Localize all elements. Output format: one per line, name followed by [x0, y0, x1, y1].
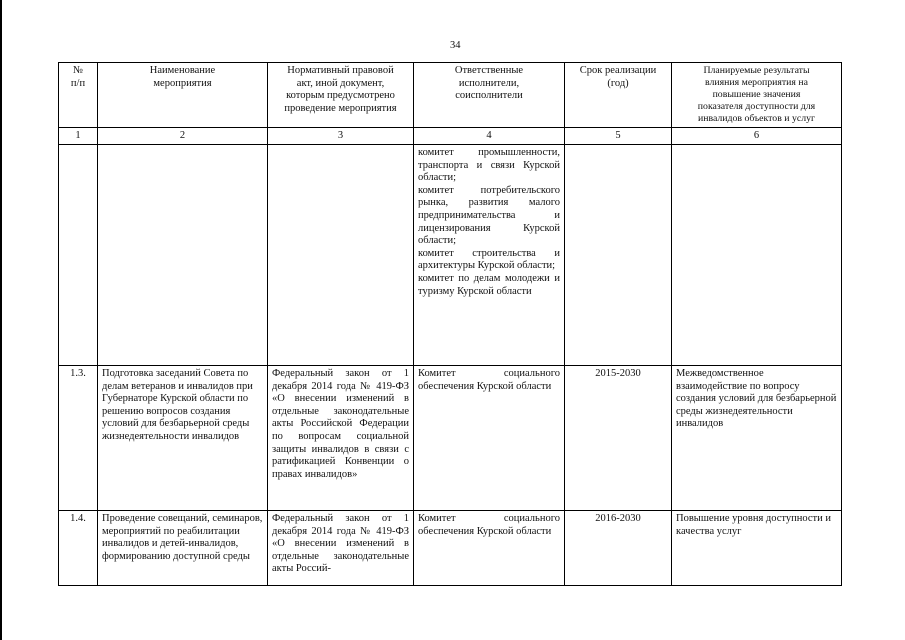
row-result-cell — [672, 145, 842, 366]
table-row — [59, 511, 842, 586]
column-index-row — [59, 128, 842, 145]
row-result-cell: Межведомственное взаимодействие по вопросу создания условий для безбарьерной среды жизнедеятельности инвалидов — [672, 366, 842, 511]
row-number-cell — [59, 145, 98, 366]
row-act-cell: Федеральный закон от 1 декабря 2014 года № 419-ФЗ «О внесении изменений в отдельные законодательные акты Россий- — [268, 511, 414, 586]
col-header-number: № п/п — [59, 63, 98, 128]
col-index: 4 — [414, 128, 565, 145]
col-header-result: Планируемые результаты влияния мероприятия на повышение значения показателя доступности для инвалидов объектов и услуг — [672, 63, 842, 128]
measures-table — [58, 62, 842, 586]
row-period-cell — [565, 145, 672, 366]
row-act-cell: Федеральный закон от 1 декабря 2014 года № 419-ФЗ «О внесении изменений в отдельные законодательные акты Российской Федерации по вопросам социальной защиты инвалидов в связи с ратификацией Конвенции о правах инвалидов» — [268, 366, 414, 511]
row-executors-cell: комитет промышленности, транспорта и связи Курской области; комитет потребительского рынка, развития малого предпринимательства и лицензирования Курской области; комитет строительства и архитектуры Курской области; комитет по делам молодежи и туризму Курской области — [414, 145, 565, 366]
col-index: 2 — [98, 128, 268, 145]
col-index: 5 — [565, 128, 672, 145]
row-name-cell — [98, 145, 268, 366]
col-header-period: Срок реализации (год) — [565, 63, 672, 128]
row-executors-cell: Комитет социального обеспечения Курской области — [414, 511, 565, 586]
col-header-act: Нормативный правовой акт, иной документ, которым предусмотрено проведение мероприятия — [268, 63, 414, 128]
row-number-cell: 1.4. — [59, 511, 98, 586]
col-index: 3 — [268, 128, 414, 145]
col-index: 1 — [59, 128, 98, 145]
table-row — [59, 366, 842, 511]
row-result-cell: Повышение уровня доступности и качества услуг — [672, 511, 842, 586]
row-executors-cell: Комитет социального обеспечения Курской области — [414, 366, 565, 511]
row-act-cell — [268, 145, 414, 366]
col-index: 6 — [672, 128, 842, 145]
row-period-cell: 2015-2030 — [565, 366, 672, 511]
row-name-cell: Подготовка заседаний Совета по делам ветеранов и инвалидов при Губернаторе Курской области по решению вопросов создания условий для безбарьерной среды жизнедеятельности инвалидов — [98, 366, 268, 511]
row-period-cell: 2016-2030 — [565, 511, 672, 586]
table-row — [59, 145, 842, 366]
row-name-cell: Проведение совещаний, семинаров, мероприятий по реабилитации инвалидов и детей-инвалидов, формированию доступной среды — [98, 511, 268, 586]
table-header-row — [59, 63, 842, 128]
col-header-name: Наименование мероприятия — [98, 63, 268, 128]
row-number-cell: 1.3. — [59, 366, 98, 511]
page-left-edge — [0, 0, 2, 640]
col-header-executors: Ответственные исполнители, соисполнители — [414, 63, 565, 128]
page-number: 34 — [450, 40, 461, 51]
